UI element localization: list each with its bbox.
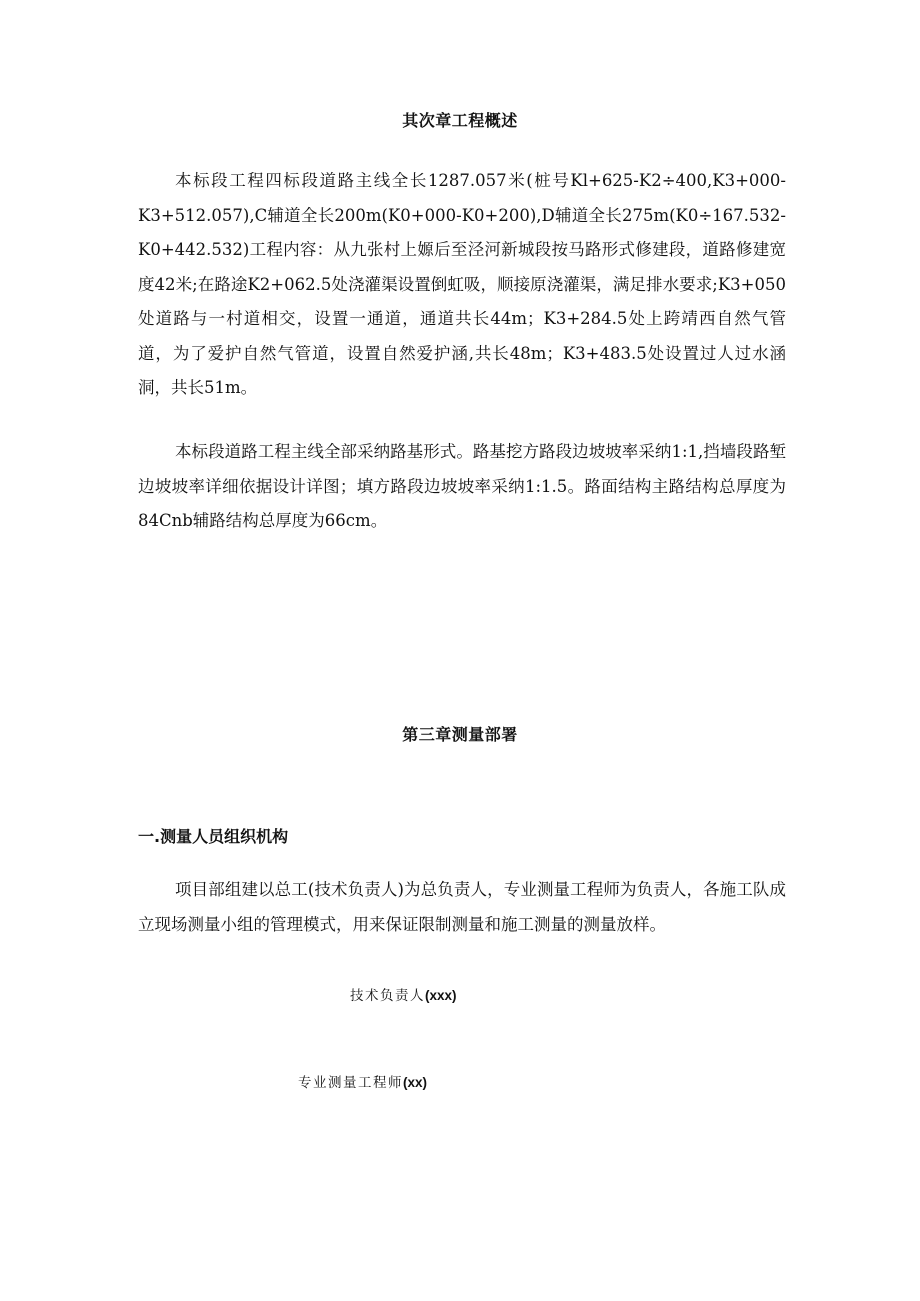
org-chart-survey-engineer-label: 专业测量工程师 [298,1075,403,1091]
chapter-2-paragraph-1: 本标段工程四标段道路主线全长1287.057米(桩号Kl+625-K2÷400,K3+000-K3+512.057),C辅道全长200m(K0+000-K0+200),D辅道全长275m(K0÷167.532-K0+442.532)工程内容：从九张村上嫄后至泾河新城段按马路形式修建段，道路修建宽度42米;在路途K2+062.5处浇灌渠设置倒虹吸，顺接原浇灌渠，满足排水要求;K3+050处道路与一村道相交，设置一通道，通道共长44m；K3+284.5处上跨靖西自然气管道，为了爱护自然气管道，设置自然爱护涵,共长48m；K3+483.5处设置过人过水涵洞，共长51m。 [138,171,786,397]
org-chart-survey-engineer-name: (xx) [403,1075,428,1090]
chapter-2-paragraph-2: 本标段道路工程主线全部采纳路基形式。路基挖方路段边坡坡率采纳1:1,挡墙段路堑边坡坡率详细依据设计详图；填方路段边坡坡率采纳1:1.5。路面结构主路结构总厚度为84Cnb辅路结构总厚度为66cm。 [138,442,786,530]
chapter-3-title: 第三章测量部署 [402,725,518,744]
section-1-paragraph: 项目部组建以总工(技术负责人)为总负责人，专业测量工程师为负责人，各施工队成立现场测量小组的管理模式，用来保证限制测量和施工测量的测量放样。 [138,880,786,934]
org-chart-technical-lead-label: 技术负责人 [350,988,425,1004]
org-chart-technical-lead [350,984,457,1004]
org-chart-survey-engineer [298,1071,427,1091]
org-chart-technical-lead-name: (xxx) [425,988,457,1003]
chapter-2-title: 其次章工程概述 [402,111,518,130]
section-1-heading: 一.测量人员组织机构 [138,827,289,846]
